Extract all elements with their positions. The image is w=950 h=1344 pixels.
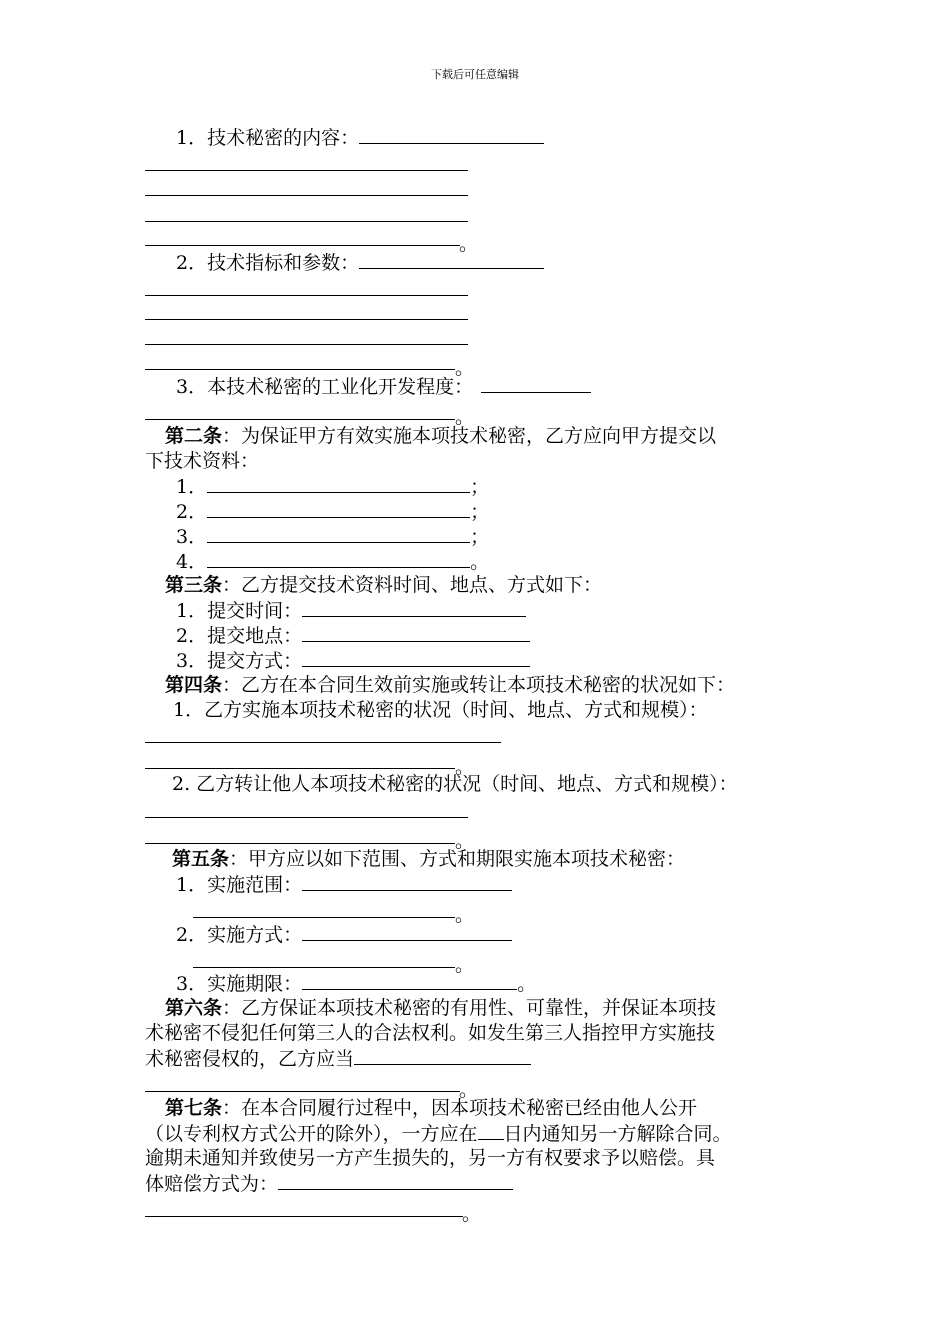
article-7-cont2: 逾期未通知并致使另一方产生损失的，另一方有权要求予以赔偿。具	[145, 1147, 716, 1169]
period: 。	[459, 1079, 479, 1101]
art4-item-1: 1．乙方实施本项技术秘密的状况（时间、地点、方式和规模）：	[173, 699, 708, 721]
blank-line[interactable]	[145, 1091, 460, 1092]
art2-item-3: 3． ；	[176, 526, 490, 548]
blank-line[interactable]	[145, 768, 455, 769]
art4-item-2: 2. 乙方转让他人本项技术秘密的状况（时间、地点、方式和规模）：	[172, 773, 738, 795]
article-3: 第三条：乙方提交技术资料时间、地点、方式如下：	[165, 574, 603, 596]
blank-line[interactable]	[145, 843, 455, 844]
art3-item-3: 3．提交方式：	[176, 648, 530, 672]
period: 。	[459, 233, 479, 255]
period: 。	[462, 1203, 482, 1225]
article-6-cont: 术秘密不侵犯任何第三人的合法权利。如发生第三人指控甲方实施技	[145, 1022, 716, 1044]
article-4: 第四条：乙方在本合同生效前实施或转让本项技术秘密的状况如下：	[165, 674, 736, 696]
page-header: 下载后可任意编辑	[431, 68, 519, 81]
art2-item-1: 1． ；	[176, 476, 490, 498]
blank-line[interactable]	[145, 221, 468, 222]
item-tech-params: 2．技术指标和参数：	[176, 250, 544, 274]
blank-line[interactable]	[193, 917, 455, 918]
blank-line[interactable]	[145, 817, 468, 818]
blank-line[interactable]	[145, 344, 468, 345]
item-tech-content: 1．技术秘密的内容：	[176, 125, 544, 149]
period: 。	[455, 357, 475, 379]
period: 。	[455, 406, 475, 428]
period: 。	[455, 904, 475, 926]
period: 。	[455, 830, 475, 852]
article-6: 第六条：乙方保证本项技术秘密的有用性、可靠性，并保证本项技	[165, 997, 717, 1019]
blank-line[interactable]	[145, 1216, 463, 1217]
period: 。	[455, 756, 475, 778]
art2-item-2: 2． ；	[176, 501, 490, 523]
article-6-cont2: 术秘密侵权的，乙方应当	[145, 1046, 531, 1070]
blank-line[interactable]	[145, 742, 501, 743]
blank-line[interactable]	[145, 319, 468, 320]
blank-line[interactable]	[145, 170, 468, 171]
art5-item-2: 2．实施方式：	[176, 922, 512, 946]
article-2: 第二条：为保证甲方有效实施本项技术秘密，乙方应向甲方提交以	[165, 425, 717, 447]
art2-item-4: 4． 。	[176, 551, 490, 573]
article-7-cont3: 体赔偿方式为：	[145, 1171, 513, 1195]
article-7: 第七条：在本合同履行过程中，因本项技术秘密已经由他人公开	[165, 1097, 698, 1119]
art3-item-1: 1．提交时间：	[176, 598, 526, 622]
article-7-cont: （以专利权方式公开的除外），一方应在 日内通知另一方解除合同。	[145, 1123, 732, 1145]
item-industrial-level: 3．本技术秘密的工业化开发程度：	[176, 374, 591, 398]
period: 。	[455, 954, 475, 976]
article-2-cont: 下技术资料：	[145, 450, 260, 472]
blank-line[interactable]	[145, 245, 460, 246]
article-5: 第五条：甲方应以如下范围、方式和期限实施本项技术秘密：	[172, 848, 686, 870]
blank-line[interactable]	[193, 967, 455, 968]
art3-item-2: 2．提交地点：	[176, 623, 530, 647]
blank-line[interactable]	[145, 419, 455, 420]
blank-line[interactable]	[145, 369, 455, 370]
blank-line[interactable]	[145, 195, 468, 196]
blank-line[interactable]	[145, 295, 468, 296]
art5-item-3: 3．实施期限： 。	[176, 973, 537, 995]
art5-item-1: 1．实施范围：	[176, 872, 512, 896]
